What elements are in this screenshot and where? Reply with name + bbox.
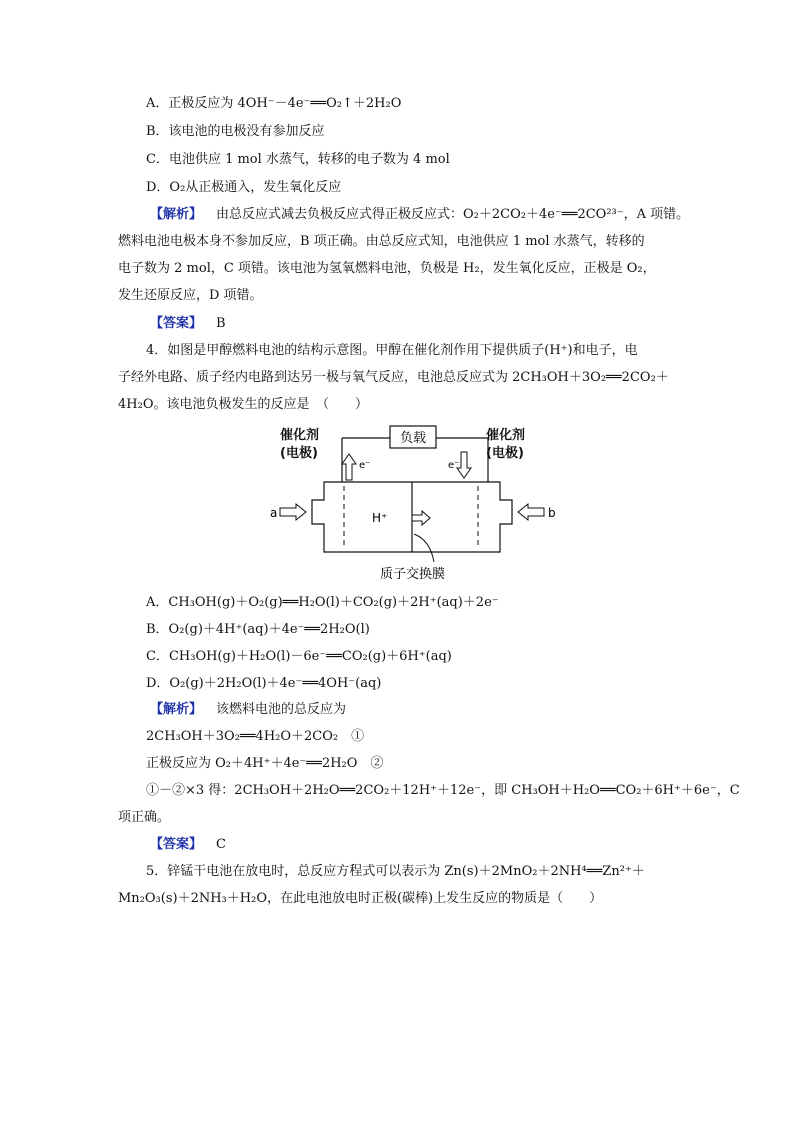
electron-arrow-up (342, 454, 356, 480)
electron-label-right: e⁻ (448, 460, 460, 471)
catalyst-left-label-2: (电极) (280, 446, 318, 461)
membrane-label: 质子交换膜 (380, 567, 446, 582)
electron-label-left: e⁻ (359, 460, 371, 471)
q3-analysis-line: 燃料电池电极本身不参加反应，B 项正确。由总反应式知，电池供应 1 mol 水蒸气，转移的 (118, 234, 645, 249)
membrane-pointer (414, 534, 434, 562)
q3-analysis-text: 由总反应式减去负极反应式得正极反应式：O₂＋2CO₂＋4e⁻══2CO²³⁻，A 项错。 (216, 207, 690, 222)
input-b-arrow (518, 504, 544, 520)
input-a-arrow (280, 504, 306, 520)
input-a-label: a (270, 506, 278, 520)
q4-analysis-line: 正极反应为 O₂＋4H⁺＋4e⁻══2H₂O ② (146, 756, 384, 771)
q3-analysis-line: 电子数为 2 mol，C 项错。该电池为氢氧燃料电池，负极是 H₂，发生氧化反应，正极是 O₂， (118, 261, 656, 276)
q3-option-d: D．O₂从正极通入，发生氧化反应 (146, 180, 342, 195)
q4-analysis-line: 项正确。 (118, 810, 171, 825)
q3-analysis-line: 发生还原反应，D 项错。 (118, 288, 263, 303)
load-label: 负载 (399, 431, 427, 446)
q5-stem-line: Mn₂O₃(s)＋2NH₃＋H₂O，在此电池放电时正极(碳棒)上发生反应的物质是（ ） (118, 891, 603, 906)
analysis-tag: 【解析】 (150, 207, 203, 222)
q3-analysis-line (150, 205, 689, 225)
q4-analysis-line: 2CH₃OH＋3O₂══4H₂O＋2CO₂ ① (146, 729, 365, 744)
input-b-label: b (548, 506, 556, 520)
q4-analysis-line (150, 700, 346, 720)
q4-option-b: B．O₂(g)＋4H⁺(aq)＋4e⁻══2H₂O(l) (146, 622, 370, 637)
proton-arrow (412, 511, 430, 525)
answer-tag: 【答案】 (150, 316, 203, 331)
q4-option-a: A．CH₃OH(g)＋O₂(g)══H₂O(l)＋CO₂(g)＋2H⁺(aq)＋2e⁻ (146, 595, 499, 610)
q4-stem-line: 子经外电路、质子经内电路到达另一极与氧气反应，电池总反应式为 2CH₃OH＋3O₂══2CO₂＋ (118, 370, 669, 385)
catalyst-right-label-1: 催化剂 (486, 428, 526, 443)
q4-option-c: C．CH₃OH(g)＋H₂O(l)－6e⁻══CO₂(g)＋6H⁺(aq) (146, 649, 452, 664)
catalyst-right-label-2: (电极) (486, 446, 524, 461)
q4-stem-line: 4H₂O。该电池负极发生的反应是 （ ） (118, 397, 368, 412)
q3-option-c: C．电池供应 1 mol 水蒸气，转移的电子数为 4 mol (146, 152, 450, 167)
q3-option-b: B．该电池的电极没有参加反应 (146, 124, 325, 139)
proton-label: H⁺ (372, 511, 388, 525)
q4-answer-value: C (216, 837, 226, 852)
q4-stem-line: 4．如图是甲醇燃料电池的结构示意图。甲醇在催化剂作用下提供质子(H⁺)和电子，电 (146, 343, 638, 358)
q4-answer-line (150, 835, 226, 855)
analysis-tag: 【解析】 (150, 702, 203, 717)
answer-tag: 【答案】 (150, 837, 203, 852)
q4-analysis-line: ①－②×3 得：2CH₃OH＋2H₂O══2CO₂＋12H⁺＋12e⁻，即 CH₃OH＋H₂O══CO₂＋6H⁺＋6e⁻，C (146, 783, 740, 798)
q5-stem-line: 5．锌锰干电池在放电时，总反应方程式可以表示为 Zn(s)＋2MnO₂＋2NH⁴══Zn²⁺＋ (146, 864, 645, 879)
q4-option-d: D．O₂(g)＋2H₂O(l)＋4e⁻══4OH⁻(aq) (146, 676, 382, 691)
q3-answer-value: B (216, 316, 226, 331)
q3-option-a: A．正极反应为 4OH⁻－4e⁻══O₂↑＋2H₂O (146, 96, 402, 111)
q3-answer-line (150, 314, 226, 334)
q4-analysis-text: 该燃料电池的总反应为 (216, 702, 347, 717)
catalyst-left-label-1: 催化剂 (280, 428, 320, 443)
